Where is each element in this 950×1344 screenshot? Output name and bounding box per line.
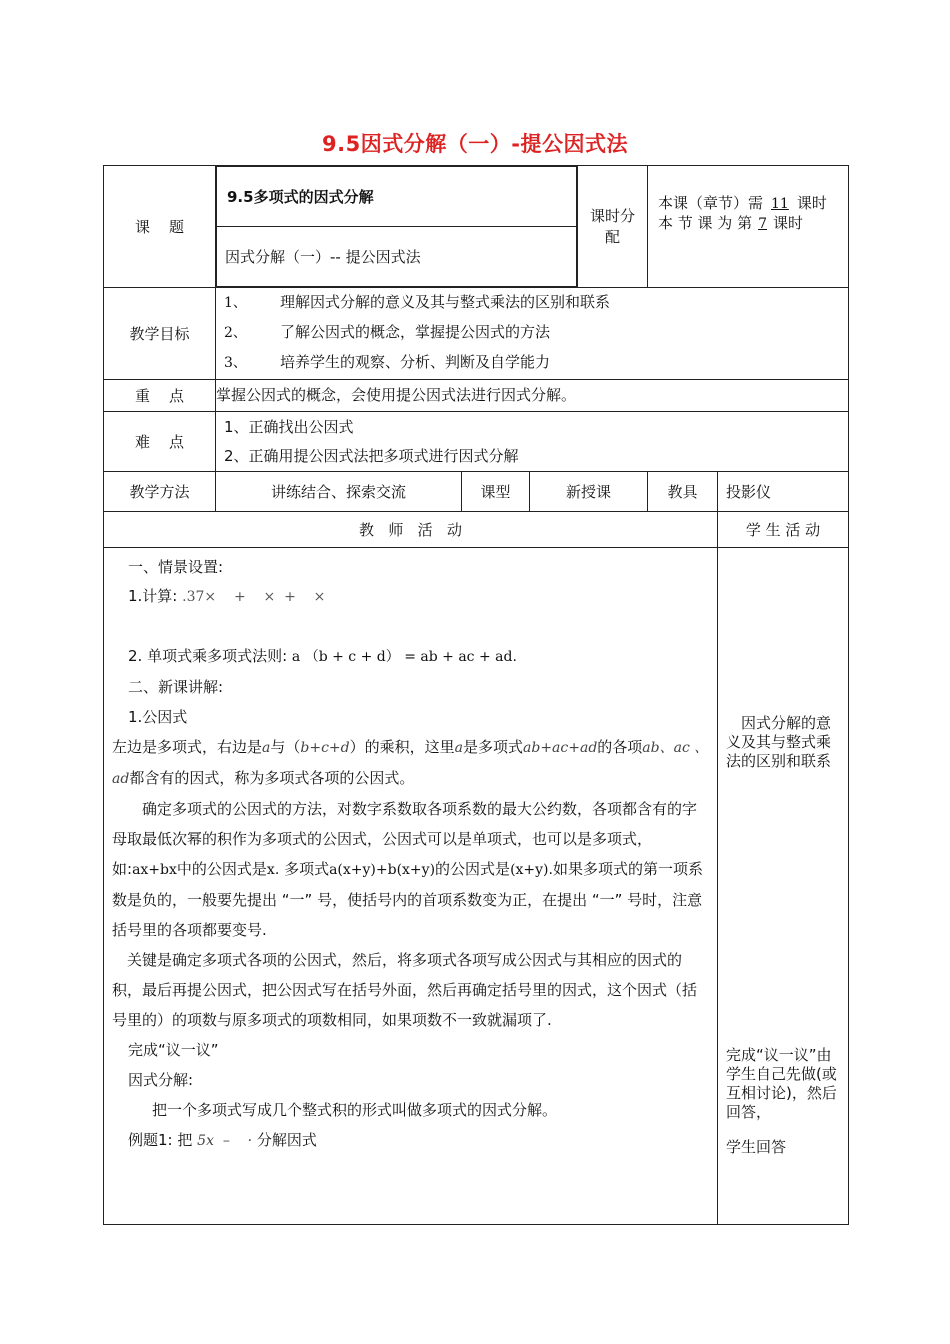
topic-label: 课 题: [104, 166, 216, 288]
topic-main: 9.5多项式的因式分解: [217, 167, 577, 227]
teacher-activity: [104, 548, 718, 1225]
difficulty-item: 2、正确用提公因式法把多项式进行因式分解: [224, 446, 519, 465]
paragraph-common-factor: 左边是多项式，右边是a与（b+c+d）的乘积，这里a是多项式ab+ac+ad的各项ab、ac 、ad都含有的因式，称为多项式各项的公因式。: [112, 738, 709, 787]
goals-label: 教学目标: [104, 288, 216, 380]
goal-item: 3、 培养学生的观察、分析、判断及自学能力: [224, 353, 551, 371]
student-activity-header: 学 生 活 动: [718, 512, 849, 548]
calc-line: 1.计算: .37× + × + ×: [128, 587, 326, 605]
definition-text: 把一个多项式写成几个整式积的形式叫做多项式的因式分解。: [152, 1101, 558, 1119]
student-note: 完成“议一议”由学生自己先做(或互相讨论)，然后回答，: [726, 1046, 837, 1121]
method-label: 教学方法: [104, 472, 216, 512]
difficulty-item: 1、正确找出公因式: [224, 417, 354, 436]
definition-label: 因式分解:: [128, 1071, 194, 1089]
goal-item: 1、 理解因式分解的意义及其与整式乘法的区别和联系: [224, 293, 611, 311]
tool-label: 教具: [648, 472, 718, 512]
paragraph-key: 关键是确定多项式各项的公因式，然后，将多项式各项写成公因式与其相应的因式的积，最后再提公因式，把公因式写在括号外面，然后再确定括号里的因式，这个因式（括号里的）的项数与原多项式的项数相同，如果项数不一致就漏项了.: [112, 951, 698, 1029]
lesson-plan-table: [103, 165, 849, 1225]
teacher-activity-header: 教 师 活 动: [104, 512, 718, 548]
keypoint-label: 重 点: [104, 380, 216, 412]
student-note: 学生回答: [726, 1138, 787, 1156]
keypoint-text: 掌握公因式的概念，会使用提公因式法进行因式分解。: [216, 380, 849, 412]
type-value: 新授课: [530, 472, 648, 512]
goal-item: 2、 了解公因式的概念，掌握提公因式的方法: [224, 323, 551, 341]
goals-list: [216, 288, 849, 380]
period-label: 课时分配: [578, 166, 648, 288]
calc-expression: .37× + × + ×: [182, 589, 326, 605]
topic-sub: 因式分解（一）-- 提公因式法: [217, 227, 577, 287]
period-info: 本课（章节）需 11 课时 本 节 课 为 第 7 课时: [648, 166, 849, 288]
sub-heading: 1.公因式: [128, 708, 188, 726]
difficulty-label: 难 点: [104, 412, 216, 472]
paragraph-method: 确定多项式的公因式的方法，对数字系数取各项系数的最大公约数，各项都含有的字母取最低次幂的积作为多项式的公因式，公因式可以是单项式，也可以是多项式，如:ax+bx中的公因式是x. 多项式a(x+y)+b(x+y)的公因式是(x+y).如果多项式的第一项系数是负的，一般要先提出 “一” 号，使括号内的首项系数变为正，在提出 “一” 号时，注意括号里的各项都要变号.: [112, 800, 703, 939]
student-activity: [718, 548, 849, 1225]
example-line: 例题1: 把 5x – · 分解因式: [128, 1131, 317, 1149]
complete-discussion: 完成“议一议”: [128, 1041, 219, 1059]
page-title: 9.5因式分解（一）-提公因式法: [322, 132, 628, 156]
rule-line: 2. 单项式乘多项式法则: a （b + c + d） = ab + ac + ad.: [128, 647, 517, 665]
tool-value: 投影仪: [718, 472, 849, 512]
difficulty-list: [216, 412, 849, 472]
method-value: 讲练结合、探索交流: [216, 472, 462, 512]
student-note: 因式分解的意义及其与整式乘法的区别和联系: [726, 714, 832, 770]
section-heading: 二、新课讲解:: [128, 678, 224, 696]
example-expression: 5x – ·: [197, 1133, 253, 1149]
type-label: 课型: [462, 472, 530, 512]
section-heading: 一、情景设置:: [128, 558, 224, 576]
